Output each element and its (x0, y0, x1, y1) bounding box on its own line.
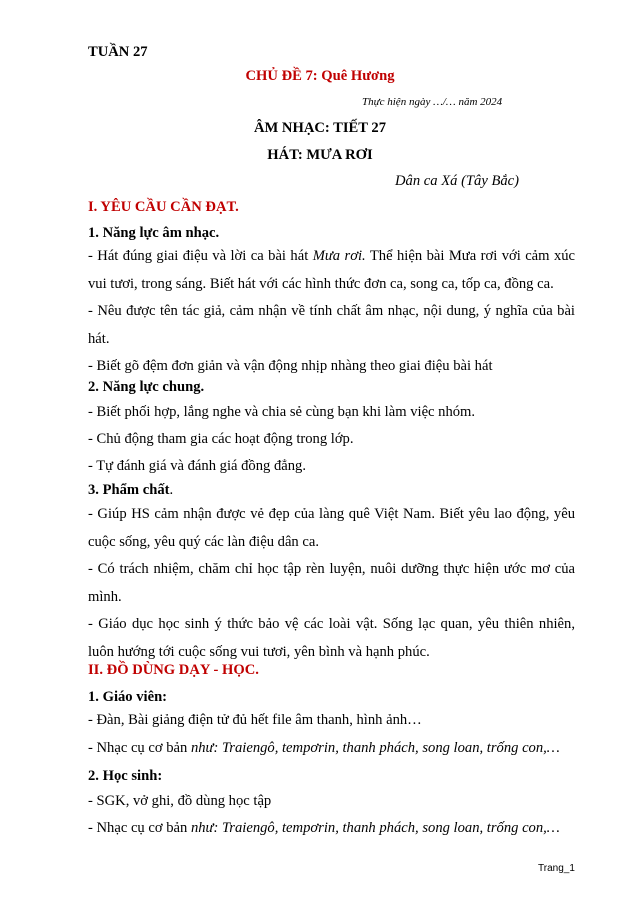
text-run: - Nhạc cụ cơ bản (88, 820, 191, 836)
paragraph-sing-melody (88, 243, 575, 298)
paragraph-cooperation: - Biết phối hợp, lắng nghe và chia sẻ cùng bạn khi làm việc nhóm. (88, 404, 476, 420)
paragraph-author-feeling: - Nêu được tên tác giả, cảm nhận về tính chất âm nhạc, nội dung, ý nghĩa của bài hát. (88, 303, 575, 347)
text-run: - Hát đúng giai điệu và lời ca bài hát (88, 248, 313, 264)
text-run: Thể hiện bài Mưa rơi với cảm xúc vui tươi, trong sáng. Biết hát với các hình thức đơn ca, song ca, tốp ca, đồng ca. (88, 248, 576, 292)
instrument-list: như: Traiengô, tempơrin, thanh phách, song loan, trống con,… (190, 820, 560, 836)
instrument-list: như: Traiengô, tempơrin, thanh phách, song loan, trống con,… (190, 740, 560, 756)
date-line: Thực hiện ngày …/… năm 2024 (362, 96, 503, 108)
paragraph-teacher-materials: - Đàn, Bài giảng điện tử đủ hết file âm thanh, hình ảnh… (88, 712, 422, 728)
song-origin: Dân ca Xá (Tây Bắc) (395, 173, 520, 189)
paragraph-active-participation: - Chủ động tham gia các hoạt động trong lớp. (88, 431, 354, 447)
paragraph-accompaniment: - Biết gõ đệm đơn giản và vận động nhịp nhàng theo giai điệu bài hát (88, 358, 493, 374)
song-title: HÁT: MƯA RƠI (267, 147, 373, 163)
subheading-qualities (88, 482, 173, 499)
paragraph-protect-animals: - Giáo dục học sinh ý thức bảo vệ các loài vật. Sống lạc quan, yêu thiên nhiên, luôn hướng tới cuộc sống vui tươi, yên bình và hạnh phúc. (88, 616, 575, 660)
page-number: Trang_1 (538, 863, 575, 874)
paragraph-student-materials: - SGK, vở ghi, đồ dùng học tập (88, 793, 272, 809)
subheading-student: 2. Học sinh: (88, 768, 163, 784)
subheading-qualities-text: 3. Phẩm chất (88, 482, 170, 498)
week-label: TUẦN 27 (88, 44, 148, 60)
section-heading-requirements: I. YÊU CẦU CẦN ĐẠT. (88, 199, 239, 215)
subheading-music-competence: 1. Năng lực âm nhạc. (88, 225, 220, 241)
subheading-teacher: 1. Giáo viên: (88, 689, 168, 705)
theme-title: CHỦ ĐỀ 7: Quê Hương (245, 68, 395, 84)
paragraph-teacher-instruments (88, 740, 560, 757)
paragraph-village-beauty: - Giúp HS cảm nhận được vẻ đẹp của làng quê Việt Nam. Biết yêu lao động, yêu cuộc sống, yêu quý các làn điệu dân ca. (88, 506, 575, 550)
paragraph-self-assessment: - Tự đánh giá và đánh giá đồng đẳng. (88, 458, 306, 474)
section-heading-materials: II. ĐỒ DÙNG DẠY - HỌC. (88, 662, 259, 678)
text-run: - Nhạc cụ cơ bản (88, 740, 191, 756)
song-name-inline: Mưa rơi. (312, 248, 366, 264)
lesson-title: ÂM NHẠC: TIẾT 27 (253, 120, 387, 136)
paragraph-student-instruments (88, 820, 560, 837)
subheading-general-competence: 2. Năng lực chung. (88, 379, 205, 395)
paragraph-responsibility: - Có trách nhiệm, chăm chỉ học tập rèn luyện, nuôi dưỡng thực hiện ước mơ của mình. (88, 561, 575, 605)
subheading-qualities-dot: . (169, 482, 174, 498)
